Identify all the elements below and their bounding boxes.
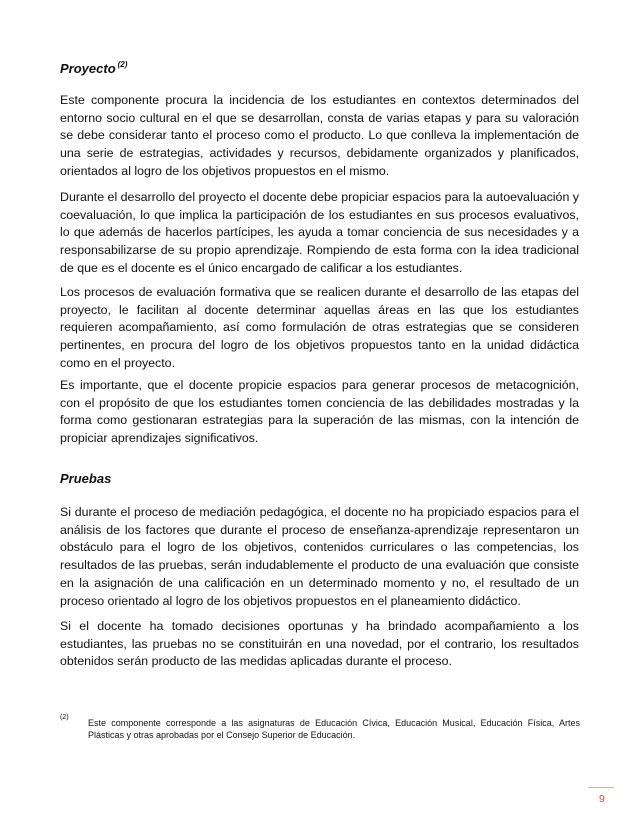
section-heading-pruebas: [60, 471, 111, 486]
page-number: 9: [599, 793, 605, 805]
paragraph: Si durante el proceso de mediación pedagógica, el docente no ha propiciado espacios para el análisis de los factores que durante el proceso de enseñanza-aprendizaje representaron un obstáculo para el logro de los objetivos, contenidos curriculares o las competencias, los resultados de las pruebas, serán indudablemente el producto de una evaluación que consiste en la asignación de una calificación en un determinado momento y no, el resultado de un proceso orientado al logro de los objetivos propuestos en el planeamiento didáctico.: [60, 505, 579, 608]
page-number-rule: [588, 787, 614, 788]
footnote-reference: (2): [117, 60, 128, 69]
footnote-text: Este componente corresponde a las asignaturas de Educación Cívica, Educación Musical, Educación Física, Artes Plásticas y otras aprobadas por el Consejo Superior de Educación.: [88, 718, 580, 740]
paragraph: Este componente procura la incidencia de los estudiantes en contextos determinados del entorno socio cultural en el que se desarrollan, consta de varias etapas y para su valoración se debe considerar tanto el proceso como el producto. Lo que conlleva la implementación de una serie de estrategias, actividades y recursos, debidamente organizados y planificados, orientados al logro de los objetivos propuestos en el mismo.: [60, 93, 579, 178]
paragraph: Los procesos de evaluación formativa que se realicen durante el desarrollo de las etapas del proyecto, le facilitan al docente determinar aquellas áreas en las que los estudiantes requieren acompañamiento, así como formulación de otras estrategias que se consideren pertinentes, en procura del logro de los objetivos propuestos tanto en la unidad didáctica como en el proyecto.: [60, 285, 579, 370]
paragraph: Es importante, que el docente propicie espacios para generar procesos de metacognición, con el propósito de que los estudiantes tomen conciencia de las debilidades mostradas y la forma como gestionaran estrategias para la superación de las mismas, con la intención de propiciar aprendizajes significativos.: [60, 378, 579, 446]
section-heading-proyecto: [60, 60, 127, 76]
paragraph: Si el docente ha tomado decisiones oportunas y ha brindado acompañamiento a los estudiantes, las pruebas no se constituirán en una novedad, por el contrario, los resultados obtenidos serán producto de las medidas aplicadas durante el proceso.: [60, 619, 579, 669]
footnote-mark: (2): [60, 714, 69, 721]
heading-text: Pruebas: [60, 471, 112, 486]
paragraph: Durante el desarrollo del proyecto el docente debe propiciar espacios para la autoevaluación y coevaluación, lo que implica la participación de los estudiantes en sus procesos evaluativos, lo que además de hacerlos partícipes, les ayuda a tomar conciencia de sus necesidades y a responsabilizarse de su propio aprendizaje. Rompiendo de esta forma con la idea tradicional de que es el docente es el único encargado de calificar a los estudiantes.: [60, 190, 579, 275]
heading-text: Proyecto: [60, 61, 116, 76]
